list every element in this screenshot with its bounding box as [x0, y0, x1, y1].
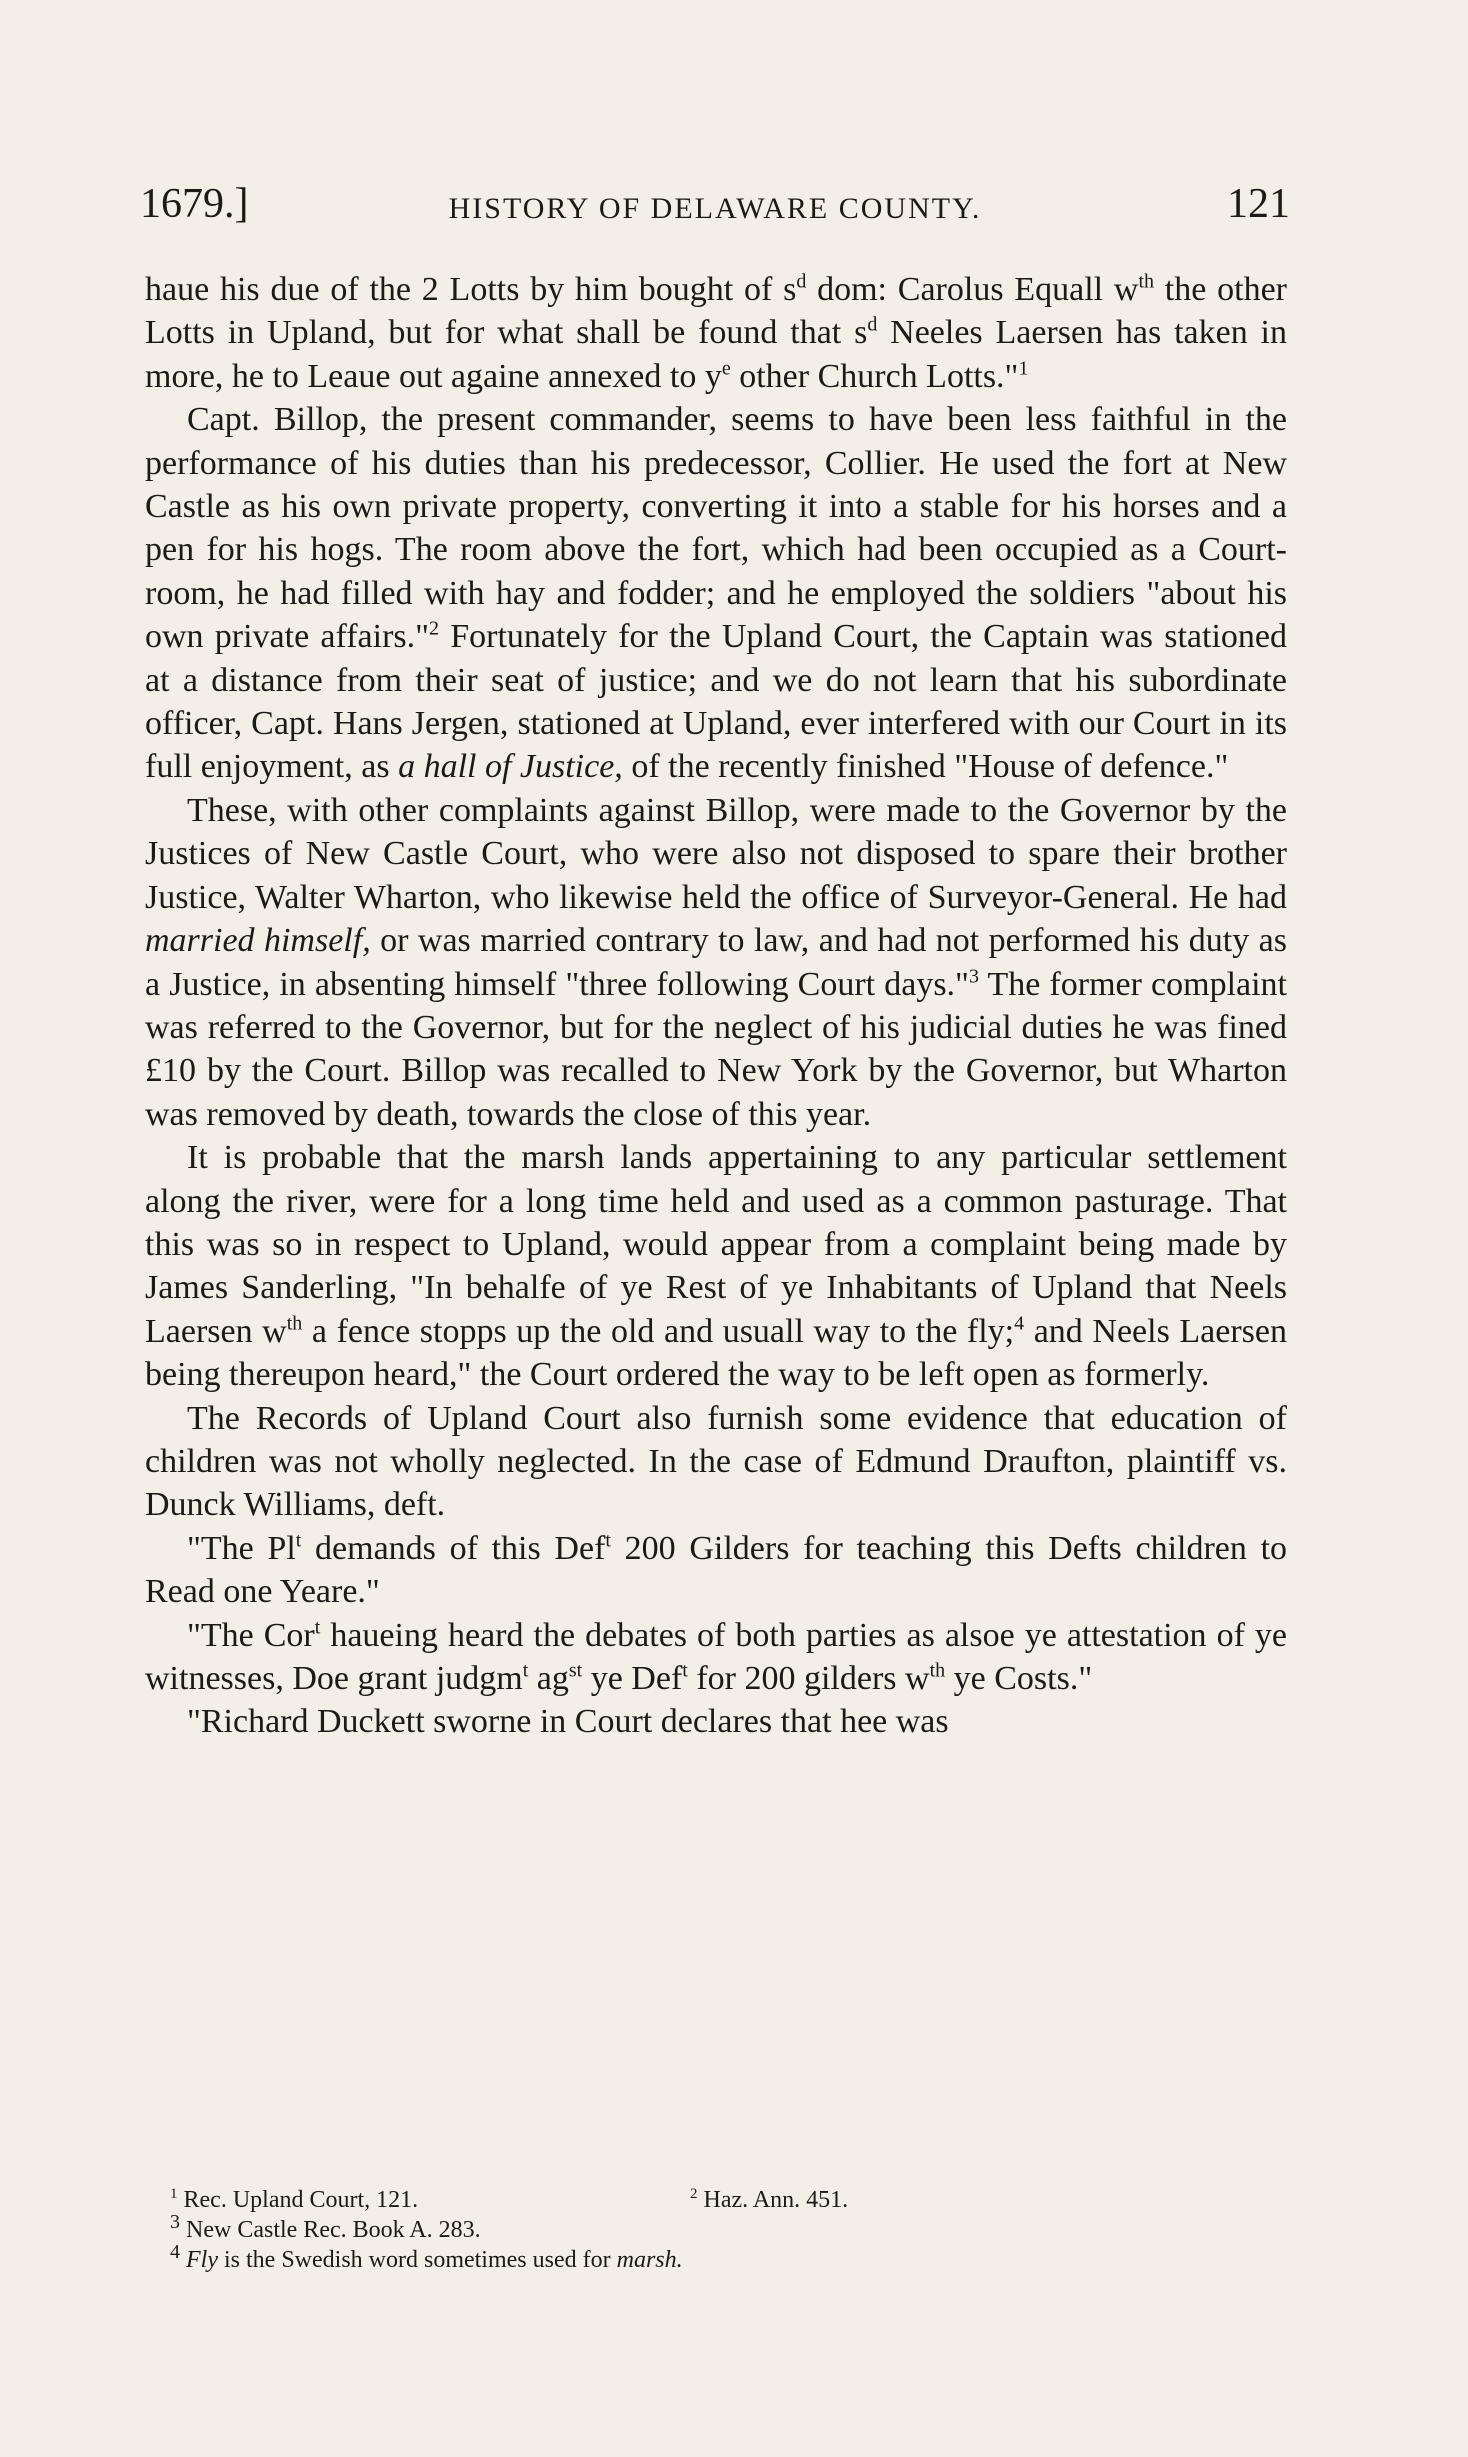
- paragraph-3: These, with other complaints against Billop, were made to the Governor by the Justices of New Castle Court, who were also not disposed to spare their brother Justice, Walter Wharton, who likewise held the office of Surveyor-General. He had married himself, or was married contrary to law, and had not performed his duty as a Justice, in absenting himself "three following Court days."$^3$ The former complaint was referred to the Governor, but for the neglect of his judicial duties he was fined £10 by the Court. Billop was recalled to New York by the Governor, but Wharton was removed by death, towards the close of this year.: [145, 791, 1288, 1133]
- paragraph-5: The Records of Upland Court also furnish some evidence that education of children was not wholly neglected. In the case of Edmund Draufton, plaintiff vs. Dunck Williams, deft.: [145, 1399, 1287, 1524]
- header-title: HISTORY OF DELAWARE COUNTY.: [448, 192, 982, 225]
- paragraph-7: "The Cor$^t$ haueing heard the debates of both parties as alsoe ye attestation of ye witnesses, Doe grant judgm$^t$ $ag^{st}$ ye Def$^t$ for 200 gilders $w^{th}$ ye Costs.": [145, 1616, 1287, 1697]
- footnote-row-1: [170, 2185, 1270, 2215]
- footnote-1: $^1$ Rec. Upland Court, 121.: [170, 2186, 419, 2213]
- footnote-4: $^4$ Fly is the Swedish word sometimes used for marsh.: [170, 2241, 683, 2273]
- paragraph-6: "The Pl$^t$ demands of this Def$^t$ 200 Gilders for teaching this Defts children to Read one Yeare.": [145, 1529, 1288, 1611]
- paragraph-8: "Richard Duckett sworne in Court declares that hee was: [187, 1703, 949, 1741]
- paragraph-2: Capt. Billop, the present commander, seems to have been less faithful in the performance of his duties than his predecessor, Collier. He used the fort at New Castle as his own private property, converting it into a stable for his horses and a pen for his hogs. The room above the fort, which had been occupied as a Court-room, he had filled with hay and fodder; and he employed the soldiers "about his own private affairs."$^2$ Fortunately for the Upland Court, the Captain was stationed at a distance from their seat of justice; and we do not learn that his subordinate officer, Capt. Hans Jergen, stationed at Upland, ever interfered with our Court in its full enjoyment, as a hall of Justice, of the recently finished "House of defence.": [145, 401, 1287, 786]
- footnote-ref-2: 2: [429, 617, 440, 640]
- footnote-ref-3: 3: [968, 965, 979, 988]
- body-text: [145, 268, 1287, 1744]
- footnote-ref-1: 1: [1018, 357, 1029, 380]
- footnotes: [170, 2185, 1270, 2275]
- page-number: 121: [1227, 181, 1290, 227]
- footnote-2: $^2$ Haz. Ann. 451.: [690, 2186, 849, 2213]
- paragraph-1: haue his due of the 2 Lotts by him bought of $s^d$ dom: Carolus Equall $w^{th}$ the other Lotts in Upland, but for what shall be found that $s^d$ Neeles Laersen has taken in more, he to Leaue out againe annexed to $y^e$ other Church Lotts."$^1$: [145, 270, 1287, 395]
- header-year: 1679.]: [140, 181, 249, 227]
- footnote-3: $^3$ New Castle Rec. Book A. 283.: [170, 2211, 481, 2243]
- footnote-ref-4: 4: [1014, 1312, 1025, 1335]
- paragraph-4: It is probable that the marsh lands appertaining to any particular settlement along the river, were for a long time held and used as a common pasturage. That this was so in respect to Upland, would appear from a complaint being made by James Sanderling, "In behalfe of ye Rest of ye Inhabitants of Upland that Neels Laersen $w^{th}$ a fence stopps up the old and usuall way to the fly;$^4$ and Neels Laersen being thereupon heard," the Court ordered the way to be left open as formerly.: [145, 1139, 1287, 1394]
- running-header: [140, 180, 1290, 250]
